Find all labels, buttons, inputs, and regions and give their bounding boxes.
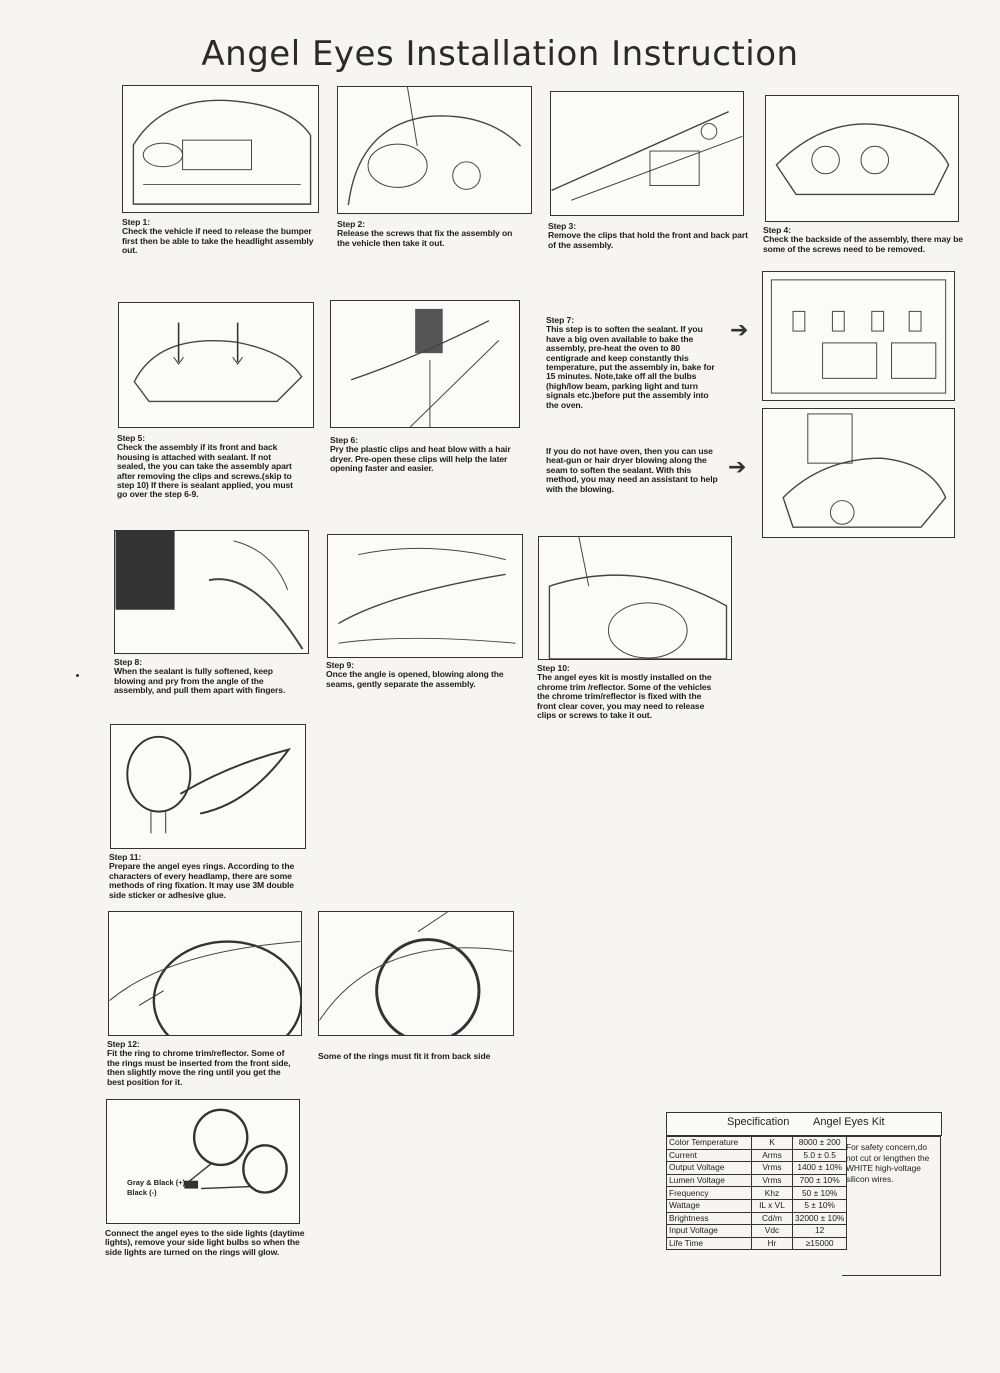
spec-header-right: Angel Eyes Kit xyxy=(813,1116,885,1128)
step12b-caption: Some of the rings must fit it from back side xyxy=(318,1051,491,1061)
step7-heatgun-figure xyxy=(762,408,955,538)
spec-param: Input Voltage xyxy=(667,1225,752,1238)
spec-header-left: Specification xyxy=(727,1116,790,1128)
spec-row xyxy=(667,1199,847,1212)
spec-row xyxy=(667,1137,847,1150)
spec-value: 700 ± 10% xyxy=(793,1174,847,1187)
spec-unit: Khz xyxy=(752,1187,793,1200)
spec-unit: Vrms xyxy=(752,1174,793,1187)
spec-row xyxy=(667,1149,847,1162)
spec-param: Brightness xyxy=(667,1212,752,1225)
wiring-figure xyxy=(106,1099,300,1224)
step12-caption: Step 12: Fit the ring to chrome trim/reflector. Some of the rings must be inserted from the front side, then slightly move the ring until you get the best position for it. xyxy=(107,1039,291,1087)
spec-param: Frequency xyxy=(667,1187,752,1200)
step3-figure xyxy=(550,91,744,216)
wire-negative-label: Black (-) xyxy=(127,1188,157,1197)
step5-figure xyxy=(118,302,314,428)
spec-row xyxy=(667,1162,847,1175)
step9-caption: Step 9: Once the angle is opened, blowing along the seams, gently separate the assembly. xyxy=(326,660,504,689)
step12-back-figure xyxy=(318,911,514,1036)
spec-param: Output Voltage xyxy=(667,1162,752,1175)
spec-value: 32000 ± 10% xyxy=(793,1212,847,1225)
spec-value: 50 ± 10% xyxy=(793,1187,847,1200)
step1-figure xyxy=(122,85,319,213)
step10-caption: Step 10: The angel eyes kit is mostly installed on the chrome trim /reflector. Some of the vehicles the chrome trim/reflector is fixed with the front clear cover, you may need to release clips or screws to take it out. xyxy=(537,663,712,721)
step3-caption: Step 3: Remove the clips that hold the front and back part of the assembly. xyxy=(548,221,748,250)
step7b-caption: If you do not have oven, then you can use heat-gun or hair dryer blowing along the seam to soften the sealant. With this method, you may need an assistant to help with the blowing. xyxy=(546,446,718,494)
step1-caption: Step 1: Check the vehicle if need to release the bumper first then be able to take the headlight assembly out. xyxy=(122,217,314,256)
step7-oven-figure xyxy=(762,271,955,401)
spec-param: Wattage xyxy=(667,1199,752,1212)
step6-figure xyxy=(330,300,520,428)
spec-note: For safety concern,do not cut or lengthen the WHITE high-voltage silicon wires. xyxy=(846,1142,930,1184)
step11-figure xyxy=(110,724,306,849)
stray-dot xyxy=(76,674,79,677)
spec-value: 5.0 ± 0.5 xyxy=(793,1149,847,1162)
step9-figure xyxy=(327,534,523,658)
spec-row xyxy=(667,1237,847,1250)
wiring-caption: Connect the angel eyes to the side lights (daytime lights), remove your side light bulbs so when the side lights are turned on the rings will glow. xyxy=(105,1228,305,1257)
arrow-right-icon: ➔ xyxy=(728,455,747,480)
spec-unit: Vrms xyxy=(752,1162,793,1175)
step11-caption: Step 11: Prepare the angel eyes rings. According to the characters of every headlamp, there are some methods of ring fixation. It may use 3M double side sticker or adhesive glue. xyxy=(109,852,295,900)
spec-value: 1400 ± 10% xyxy=(793,1162,847,1175)
spec-value: 12 xyxy=(793,1225,847,1238)
step4-caption: Step 4: Check the backside of the assembly, there may be some of the screws need to be removed. xyxy=(763,225,963,254)
spec-value: ≥15000 xyxy=(793,1237,847,1250)
step12-figure xyxy=(108,911,302,1036)
step2-caption: Step 2: Release the screws that fix the assembly on the vehicle then take it out. xyxy=(337,219,513,248)
spec-unit: Arms xyxy=(752,1149,793,1162)
spec-value: 8000 ± 200 xyxy=(793,1137,847,1150)
spec-param: Color Temperature xyxy=(667,1137,752,1150)
spec-param: Life Time xyxy=(667,1237,752,1250)
spec-header xyxy=(666,1112,942,1136)
spec-unit: Cd/m xyxy=(752,1212,793,1225)
step4-figure xyxy=(765,95,959,222)
step8-caption: Step 8: When the sealant is fully softened, keep blowing and pry from the angle of the assembly, and pull them apart with fingers. xyxy=(114,657,286,696)
step6-caption: Step 6: Pry the plastic clips and heat blow with a hair dryer. Pre-open these clips will help the later opening faster and easier. xyxy=(330,435,511,474)
step7-caption: Step 7: This step is to soften the sealant. If you have a big oven available to bake the assembly, pre-heat the oven to 80 centigrade and keep constantly this temperature, put the assembly in, bake for 15 minutes. Note,take off all the bulbs (high/low beam, parking light and turn signals etc.)before put the assembly into the oven. xyxy=(546,315,715,410)
spec-unit: Vdc xyxy=(752,1225,793,1238)
spec-unit: IL x VL xyxy=(752,1199,793,1212)
spec-param: Current xyxy=(667,1149,752,1162)
spec-rows xyxy=(666,1136,847,1250)
arrow-right-icon: ➔ xyxy=(730,318,749,343)
spec-value: 5 ± 10% xyxy=(793,1199,847,1212)
spec-unit: Hr xyxy=(752,1237,793,1250)
spec-row xyxy=(667,1187,847,1200)
wire-positive-label: Gray & Black (+) xyxy=(127,1178,186,1187)
step10-figure xyxy=(538,536,732,660)
spec-unit: K xyxy=(752,1137,793,1150)
spec-row xyxy=(667,1225,847,1238)
spec-param: Lumen Voltage xyxy=(667,1174,752,1187)
step2-figure xyxy=(337,86,532,214)
page-title: Angel Eyes Installation Instruction xyxy=(201,34,799,74)
spec-row xyxy=(667,1212,847,1225)
step5-caption: Step 5: Check the assembly if its front and back housing is attached with sealant. If not sealed, the you can take the assembly apart after removing the clips and screws.(skip to step 10) If there is sealant applied, you must go over the step 6-9. xyxy=(117,433,293,500)
step8-figure xyxy=(114,530,309,654)
spec-row xyxy=(667,1174,847,1187)
